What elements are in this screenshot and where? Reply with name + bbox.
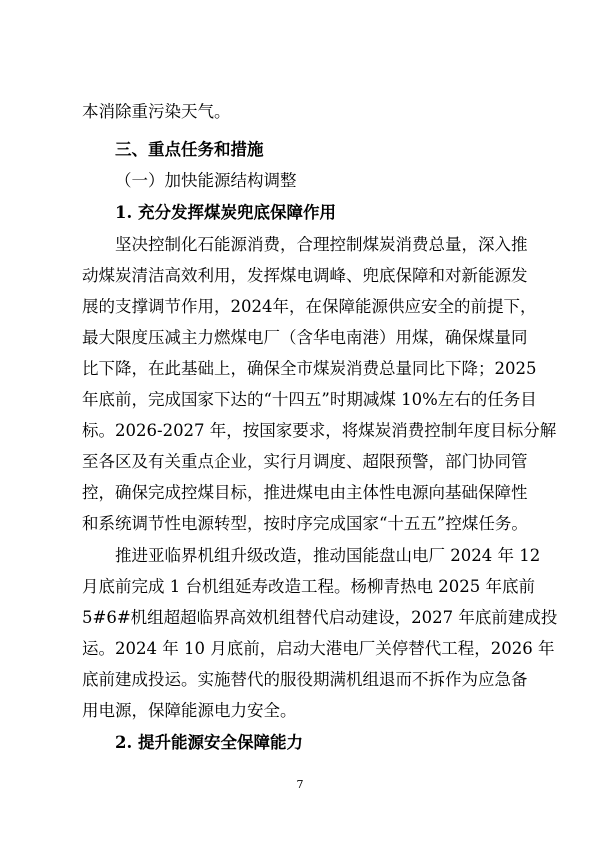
text-line: 坚决控制化石能源消费，合理控制煤炭消费总量，深入推 [115, 235, 528, 254]
text-line: 至各区及有关重点企业，实行月调度、超限预警，部门协同管 [82, 452, 528, 471]
text-line: 底前建成投运。实施替代的服役期满机组退而不拆作为应急备 [82, 670, 528, 689]
page-number: 7 [296, 778, 304, 791]
item-heading: 2. 提升能源安全保障能力 [115, 733, 303, 752]
text-line: 运。2024 年 10 月底前，启动大港电厂关停替代工程，2026 年 [82, 639, 555, 658]
subsection-heading: （一）加快能源结构调整 [115, 171, 297, 190]
text-line: 推进亚临界机组升级改造，推动国能盘山电厂 2024 年 12 [115, 546, 541, 565]
text-line: 用电源，保障能源电力安全。 [82, 701, 297, 720]
text-line: 月底前完成 1 台机组延寿改造工程。杨柳青热电 2025 年底前 [82, 577, 535, 596]
section-heading: 三、重点任务和措施 [115, 140, 264, 159]
item-heading: 1. 充分发挥煤炭兜底保障作用 [115, 203, 336, 222]
text-line: 年底前，完成国家下达的“十四五”时期减煤 10%左右的任务目 [82, 390, 537, 409]
text-line: 和系统调节性电源转型，按时序完成国家“十五五”控煤任务。 [82, 514, 528, 533]
text-line: 动煤炭清洁高效利用，发挥煤电调峰、兜底保障和对新能源发 [82, 266, 528, 285]
text-line: 本消除重污染天气。 [82, 102, 231, 121]
text-line: 标。2026-2027 年，按国家要求，将煤炭消费控制年度目标分解 [82, 421, 557, 440]
text-line: 最大限度压减主力燃煤电厂（含华电南港）用煤，确保煤量同 [82, 328, 528, 347]
text-line: 控，确保完成控煤目标，推进煤电由主体性电源向基础保障性 [82, 483, 528, 502]
text-line: 比下降，在此基础上，确保全市煤炭消费总量同比下降；2025 [82, 359, 537, 378]
text-line: 展的支撑调节作用，2024年，在保障能源供应安全的前提下， [82, 297, 537, 316]
text-line: 5#6#机组超超临界高效机组替代启动建设，2027 年底前建成投 [82, 608, 558, 627]
